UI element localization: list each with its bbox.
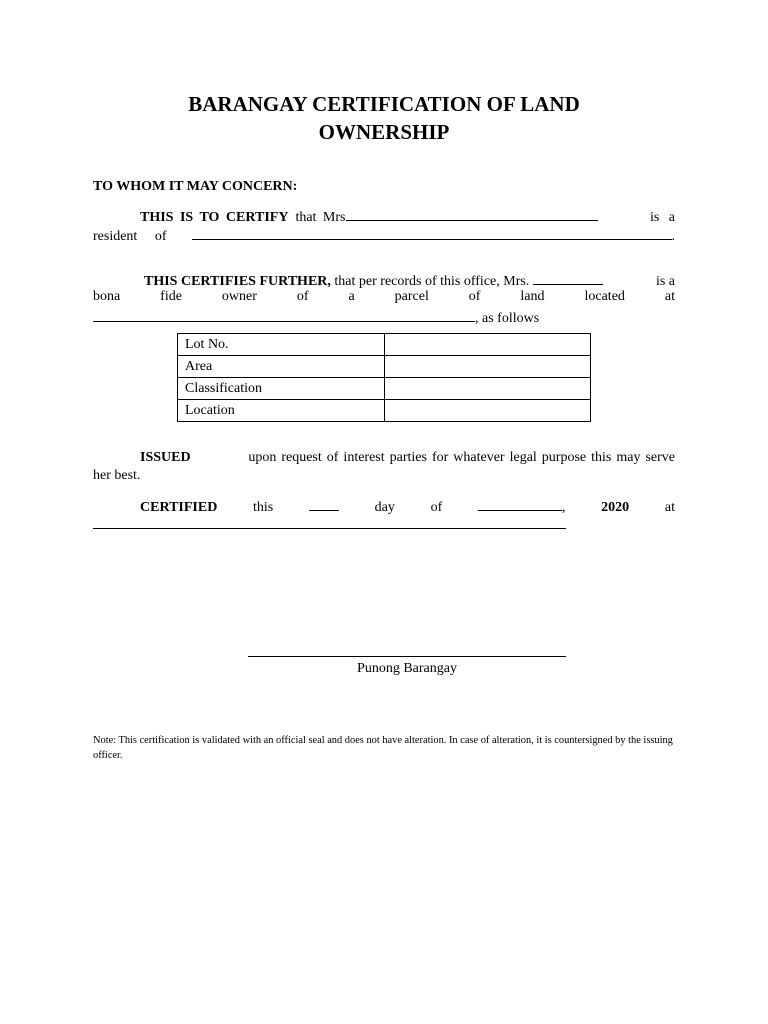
issued-text: ISSUED [140,450,191,465]
resident-of-blank[interactable] [192,225,672,240]
that-mrs-text: that Mrs [295,210,346,225]
classification-label: Classification [178,378,385,400]
area-value[interactable] [385,356,591,378]
certified-text: CERTIFIED [140,500,218,515]
mrs-name-blank[interactable] [346,206,598,221]
at-text: at [664,500,675,515]
greeting: TO WHOM IT MAY CONCERN: [93,179,298,194]
location-label: Location [178,400,385,422]
lot-no-value[interactable] [385,334,591,356]
is-a-text: is a [649,210,675,225]
this-is-to-certify: THIS IS TO CERTIFY [140,210,289,225]
para2-line3 [93,307,539,327]
para1-line2: resident of . [93,225,675,245]
area-label: Area [178,356,385,378]
classification-value[interactable] [385,378,591,400]
place-blank[interactable] [93,514,566,529]
para3-line2: her best. [93,468,141,483]
table-row [178,334,591,356]
title-line-1: BARANGAY CERTIFICATION OF LAND [188,92,580,116]
resident-of-text: resident of [93,229,167,244]
table-row [178,378,591,400]
per-records-text: that per records of this office, Mrs. [334,274,530,289]
is-a-text-2: is a [655,274,675,289]
signature-line[interactable] [248,656,566,657]
as-follows-text: , as follows [475,311,540,326]
para4-line2 [93,514,566,534]
signatory-title: Punong Barangay [357,661,457,676]
para1-line1 [93,206,675,226]
footer-note: Note: This certification is validated with an official seal and does not have alteration. In case of alteration, it is countersigned by the issuing officer. [93,735,673,761]
this-text: this [253,500,274,515]
land-details-table [177,333,591,422]
table-row [178,356,591,378]
of-text: of [430,500,443,515]
issued-rest-text: upon request of interest parties for whatever legal purpose this may serve [248,450,675,465]
day-blank[interactable] [309,496,339,511]
lot-no-label: Lot No. [178,334,385,356]
month-blank[interactable] [478,496,562,511]
document-title [0,90,768,146]
owner-name-blank[interactable] [533,270,603,285]
para2-line2: bona fide owner of a parcel of land located at [93,289,675,304]
year-text: 2020 [601,500,630,515]
location-value[interactable] [385,400,591,422]
para3-line1 [93,450,675,466]
day-text: day [374,500,395,515]
this-certifies-further: THIS CERTIFIES FURTHER, [144,274,331,289]
title-line-2: OWNERSHIP [318,120,450,144]
para2-line1 [93,270,675,290]
para4-line1: CERTIFIED this day of , 2020 at [93,496,675,516]
table-row [178,400,591,422]
land-location-blank[interactable] [93,307,475,322]
